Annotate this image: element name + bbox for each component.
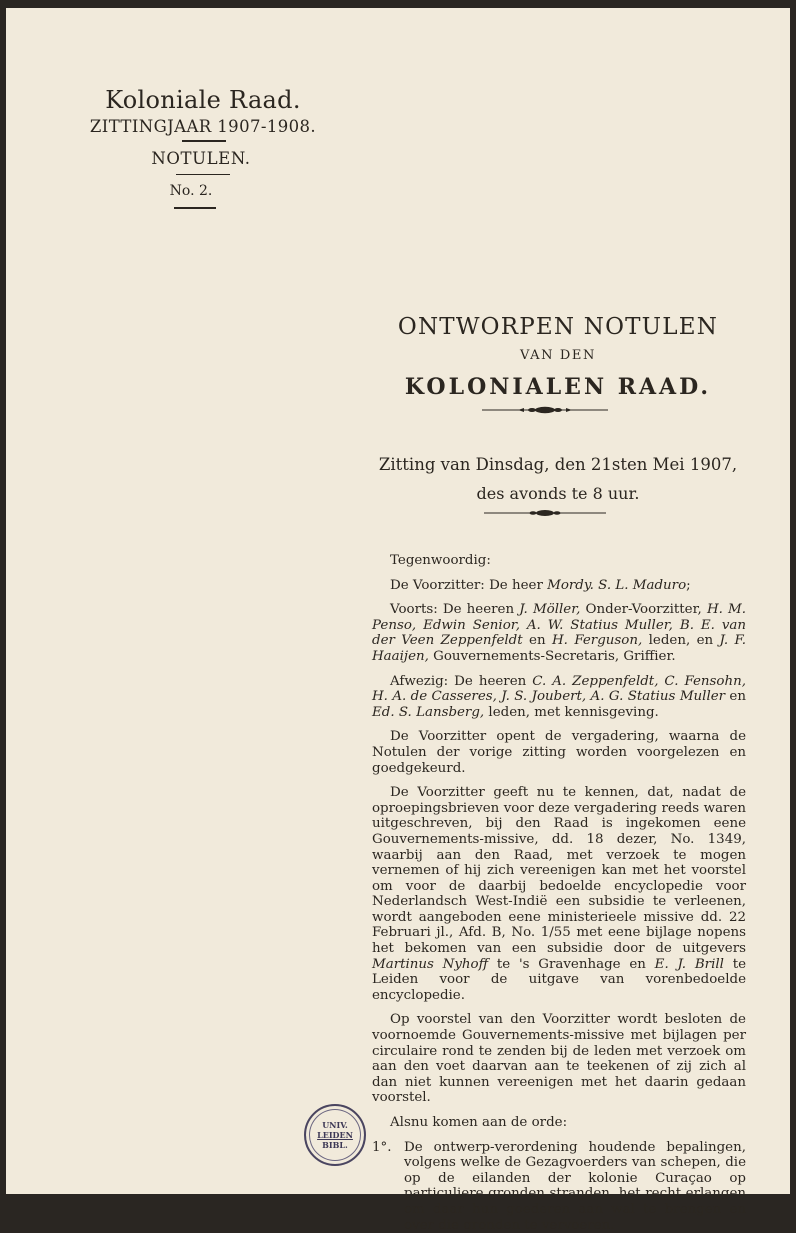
stamp-line-3: BIBL. — [322, 1140, 348, 1150]
further-present-paragraph: Voorts: De heeren J. Möller, Onder-Voorzitter, H. M. Penso, Edwin Senior, A. W. Statius Muller, B. E. van der Veen Zeppenfeldt en H. Ferguson, leden, en J. F. Haaijen, Gouvernements-Secretaris, Griffier. — [372, 602, 746, 664]
stamp-line-2: LEIDEN — [317, 1130, 353, 1140]
absent-paragraph: Afwezig: De heeren C. A. Zeppenfeldt, C. Fensohn, H. A. de Casseres, J. S. Joubert, A. G. Statius Muller en Ed. S. Lansberg, leden, met kennisgeving. — [372, 673, 746, 720]
header-rule-1 — [182, 140, 226, 142]
agenda-item-text: De ontwerp-verordening houdende bepalingen, volgens welke de Gezagvoerders van schepen, die op de eilanden der kolonie Curaçao op particuliere gronden stranden, het recht erlangen om daar hun goederen aan wal te brengen en over die gronden te vervoeren. — [404, 1139, 746, 1233]
agenda-label: Alsnu komen aan de orde: — [390, 1115, 568, 1130]
title-line-2: VAN DEN — [520, 348, 596, 363]
document-page — [6, 8, 790, 1233]
document-number: No. 2. — [169, 183, 213, 199]
library-stamp — [304, 1104, 366, 1166]
announcement-paragraph: De Voorzitter geeft nu te kennen, dat, nadat de oproepingsbrieven voor deze vergadering reeds waren uitgeschreven, bij den Raad is ingekomen eene Gouvernements-missive, dd. 18 dezer, No. 1349, waarbij aan den Raad, met verzoek te mogen vernemen of hij zich vereenigen kan met het voorstel om voor de daarbij bedoelde encyclopedie voor Nederlandsch West-Indië een subsidie te verleenen, wordt aangeboden eene ministerieele missive dd. 22 Februari jl., Afd. B, No. 1/55 met eene bijlage nopens het bekomen van een subsidie door de uitgevers Martinus Nyhoff te 's Gravenhage en E. J. Brill te Leiden voor de uitgave van vorenbedoelde encyclopedie. — [372, 785, 746, 1003]
session-year: ZITTINGJAAR 1907-1908. — [89, 117, 317, 136]
stamp-line-1: UNIV. — [322, 1120, 348, 1130]
title-line-3: KOLONIALEN RAAD. — [404, 374, 712, 400]
minutes-body — [372, 553, 746, 1233]
chair-name: Mordy. S. L. Maduro — [547, 577, 687, 593]
agenda-item — [372, 1140, 746, 1233]
present-label: Tegenwoordig: — [390, 553, 491, 568]
opening-paragraph: De Voorzitter opent de vergadering, waarna de Notulen der vorige zitting worden voorgelezen en goedgekeurd. — [372, 729, 746, 776]
header-rule-2 — [176, 174, 230, 175]
session-time: des avonds te 8 uur. — [476, 484, 640, 503]
council-name: Koloniale Raad. — [105, 86, 301, 114]
ornament-divider-2 — [480, 506, 610, 520]
title-line-1: ONTWORPEN NOTULEN — [397, 314, 719, 340]
header-rule-3 — [174, 207, 216, 209]
section-heading: NOTULEN. — [151, 149, 251, 168]
chair-line: De Voorzitter: De heer Mordy. S. L. Maduro; — [390, 577, 691, 593]
proposal-paragraph: Op voorstel van den Voorzitter wordt besloten de voornoemde Gouvernements-missive met bijlagen per circulaire rond te zenden bij de leden met verzoek om aan den voet daarvan aan te teekenen of zij zich al dan niet kunnen vereenigen met het daarin gedaan voorstel. — [372, 1012, 746, 1106]
agenda-item-number: 1°. — [372, 1139, 392, 1155]
ornament-divider-1 — [480, 403, 610, 417]
session-date: Zitting van Dinsdag, den 21sten Mei 1907, — [378, 455, 738, 474]
